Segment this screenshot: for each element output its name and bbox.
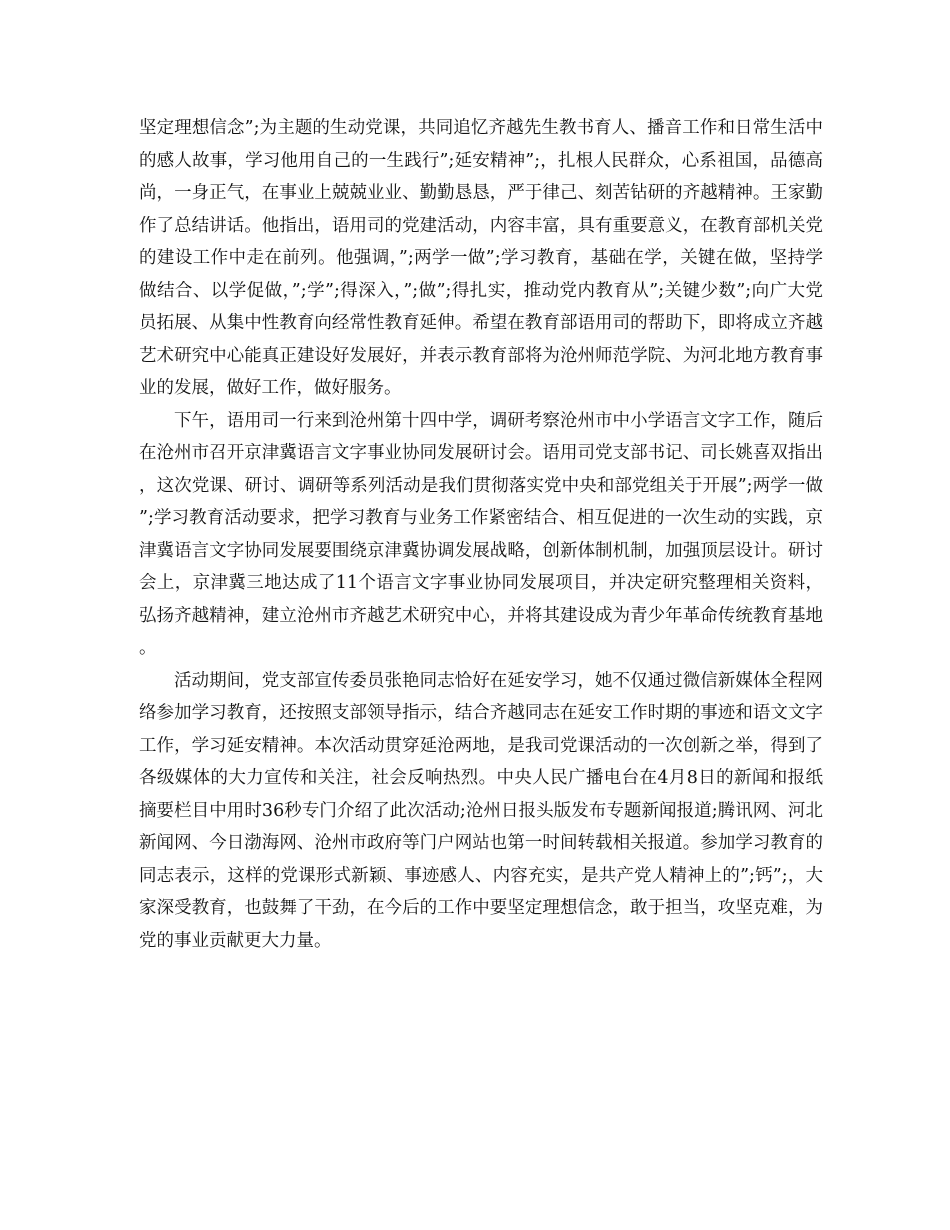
document-page [139,112,823,957]
paragraph-2: 下午，语用司一行来到沧州第十四中学，调研考察沧州市中小学语言文字工作，随后在沧州市召开京津冀语言文字事业协同发展研讨会。语用司党支部书记、司长姚喜双指出，这次党课、研讨、调研等系列活动是我们贯彻落实党中央和部党组关于开展”;两学一做”;学习教育活动要求，把学习教育与业务工作紧密结合、相互促进的一次生动的实践，京津冀语言文字协同发展要围绕京津冀协调发展战略，创新体制机制，加强顶层设计。研讨会上，京津冀三地达成了11个语言文字事业协同发展项目，并决定研究整理相关资料，弘扬齐越精神，建立沧州市齐越艺术研究中心，并将其建设成为青少年革命传统教育基地。 [139,410,823,658]
paragraph-3: 活动期间，党支部宣传委员张艳同志恰好在延安学习，她不仅通过微信新媒体全程网络参加学习教育，还按照支部领导指示，结合齐越同志在延安工作时期的事迹和语文文字工作，学习延安精神。本次活动贯穿延沧两地，是我司党课活动的一次创新之举，得到了各级媒体的大力宣传和关注，社会反响热烈。中央人民广播电台在4月8日的新闻和报纸摘要栏目中用时36秒专门介绍了此次活动;沧州日报头版发布专题新闻报道;腾讯网、河北新闻网、今日渤海网、沧州市政府等门户网站也第一时间转载相关报道。参加学习教育的同志表示，这样的党课形式新颖、事迹感人、内容充实，是共产党人精神上的”;钙”;，大家深受教育，也鼓舞了干劲，在今后的工作中要坚定理想信念，敢于担当，攻坚克难，为党的事业贡献更大力量。 [139,670,823,951]
paragraph-1: 坚定理想信念”;为主题的生动党课，共同追忆齐越先生教书育人、播音工作和日常生活中的感人故事，学习他用自己的一生践行”;延安精神”;，扎根人民群众，心系祖国，品德高尚，一身正气，在事业上兢兢业业、勤勤恳恳，严于律己、刻苦钻研的齐越精神。王家勤作了总结讲话。他指出，语用司的党建活动，内容丰富，具有重要意义，在教育部机关党的建设工作中走在前列。他强调，”;两学一做”;学习教育，基础在学，关键在做，坚持学做结合、以学促做，”;学”;得深入，”;做”;得扎实，推动党内教育从”;关键少数”;向广大党员拓展、从集中性教育向经常性教育延伸。希望在教育部语用司的帮助下，即将成立齐越艺术研究中心能真正建设好发展好，并表示教育部将为沧州师范学院、为河北地方教育事业的发展，做好工作，做好服务。 [139,118,823,398]
